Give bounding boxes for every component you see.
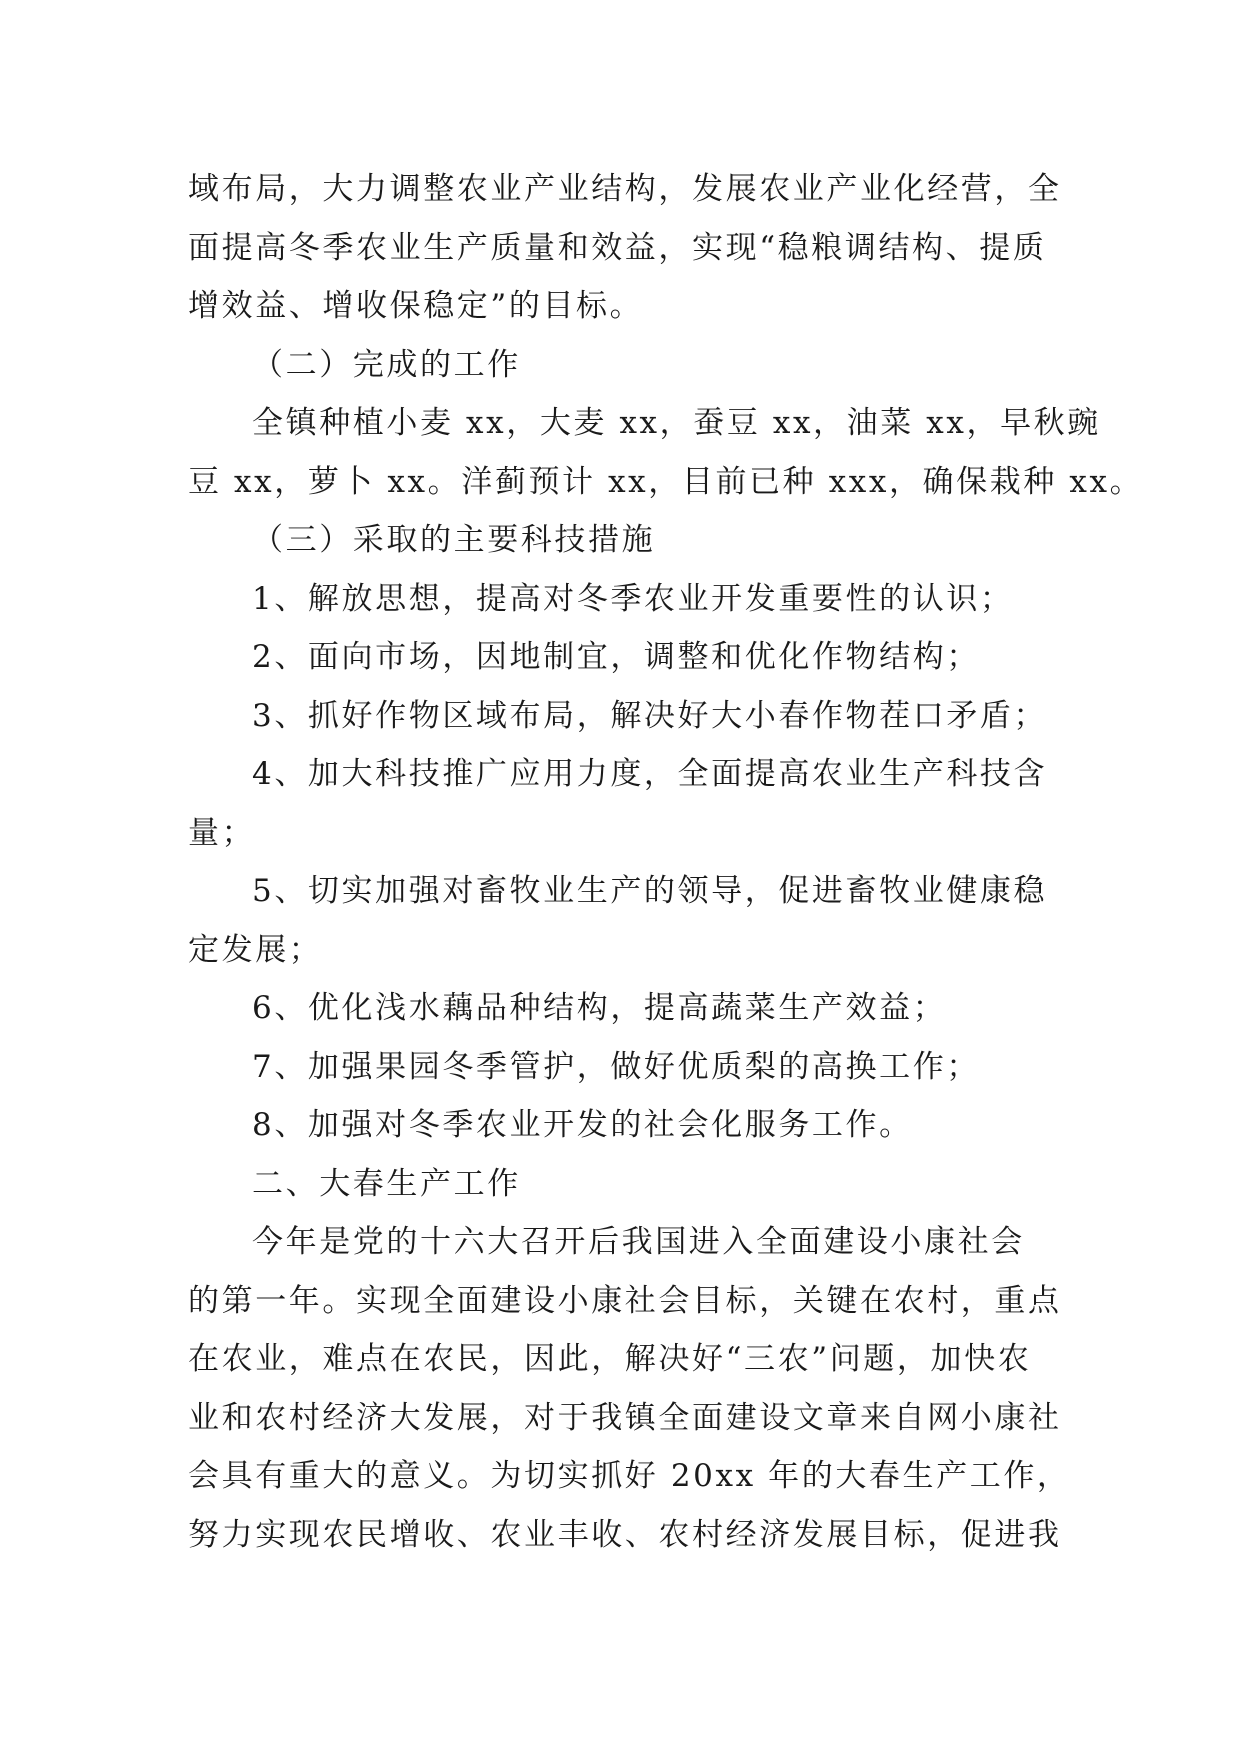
list-item-text: 3、抓好作物区域布局，解决好大小春作物茬口矛盾；: [252, 697, 1048, 734]
text-line: 域布局，大力调整农业产业结构，发展农业产业化经营，全: [188, 171, 1062, 207]
text-line: 增效益、增收保稳定”的目标。: [188, 288, 644, 324]
list-item-6: [188, 979, 1056, 1038]
section-heading-tech-measures: [188, 511, 1056, 570]
list-item-text: 5、切实加强对畜牧业生产的领导，促进畜牧业健康稳: [252, 873, 1048, 909]
heading-text: 二、大春生产工作: [252, 1165, 521, 1202]
list-item-text: 量；: [188, 814, 256, 851]
text-line: 全镇种植小麦 xx，大麦 xx，蚕豆 xx，油菜 xx，早秋豌: [252, 405, 1101, 441]
list-item-text: 1、解放思想，提高对冬季农业开发重要性的认识；: [252, 580, 1014, 617]
text-line: 的第一年。实现全面建设小康社会目标，关键在农村，重点: [188, 1282, 1062, 1319]
paragraph-spring-production: [188, 1213, 1071, 1564]
document-body: [188, 160, 1144, 1564]
text-line: 今年是党的十六大召开后我国进入全面建设小康社会: [252, 1224, 1025, 1260]
section-heading-spring-production: [188, 1155, 1056, 1214]
text-line: 面提高冬季农业生产质量和效益，实现“稳粮调结构、提质: [188, 229, 1047, 266]
text-line: 业和农村经济大发展，对于我镇全面建设文章来自网小康社: [188, 1399, 1062, 1436]
text-line: 在农业，难点在农民，因此，解决好“三农”问题，加快农: [188, 1341, 1032, 1377]
paragraph-planting-figures: [188, 394, 1144, 511]
list-item-text: 2、面向市场，因地制宜，调整和优化作物结构；: [252, 639, 980, 675]
list-item-5: [188, 862, 1056, 979]
list-item-8: [188, 1096, 1056, 1155]
list-item-text: 4、加大科技推广应用力度，全面提高农业生产科技含: [252, 756, 1048, 792]
text-line: 会具有重大的意义。为切实抓好 20xx 年的大春生产工作，: [188, 1458, 1071, 1494]
heading-text: （三）采取的主要科技措施: [252, 522, 656, 558]
list-item-text: 6、优化浅水藕品种结构，提高蔬菜生产效益；: [252, 990, 947, 1026]
list-item-text: 7、加强果园冬季管护，做好优质梨的高换工作；: [252, 1048, 980, 1085]
paragraph-continued-goals: [188, 160, 1062, 336]
list-item-1: [188, 570, 1056, 629]
heading-text: （二）完成的工作: [252, 346, 521, 383]
list-item-2: [188, 628, 1056, 687]
list-item-text: 8、加强对冬季农业开发的社会化服务工作。: [252, 1107, 913, 1143]
list-item-7: [188, 1038, 1056, 1097]
text-line: 豆 xx，萝卜 xx。洋蓟预计 xx，目前已种 xxx，确保栽种 xx。: [188, 463, 1144, 500]
list-item-3: [188, 687, 1056, 746]
list-item-text: 定发展；: [188, 931, 323, 968]
list-item-4: [188, 745, 1056, 862]
section-heading-completed-work: [188, 336, 1056, 395]
text-line: 努力实现农民增收、农业丰收、农村经济发展目标，促进我: [188, 1516, 1062, 1553]
